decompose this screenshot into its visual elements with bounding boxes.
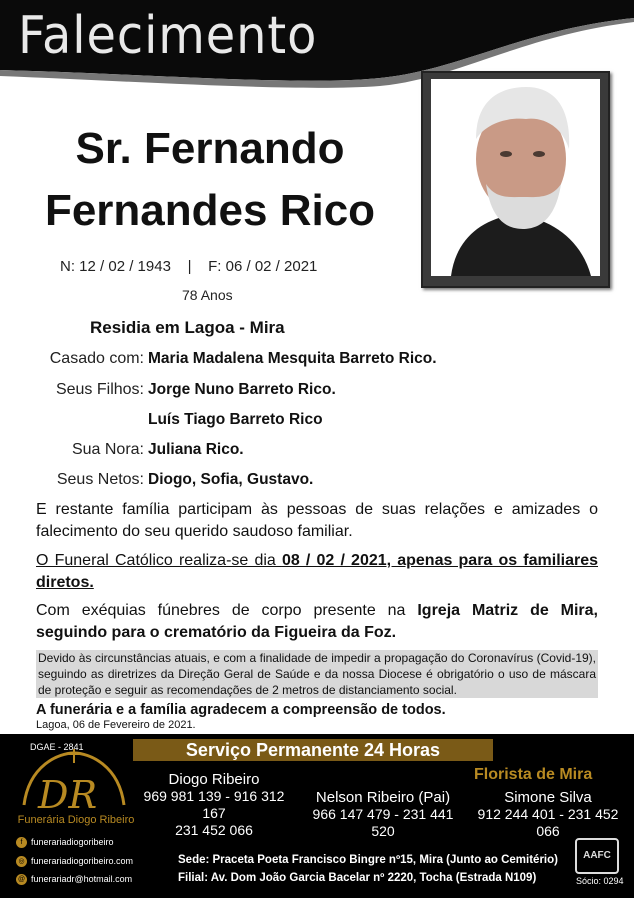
instagram-icon: ◎ [16, 856, 27, 867]
contact-name: Diogo Ribeiro [168, 771, 260, 788]
florista-brand: Florista de Mira [474, 766, 593, 783]
service-text: Serviço Permanente 24 Horas [185, 740, 441, 760]
contact-phone[interactable]: 912 244 401 - 231 452 066 [477, 806, 619, 839]
funeral-paragraph [36, 550, 598, 594]
relation-label: Sua Nora: [71, 441, 144, 458]
residence: Residia em Lagoa - Mira [90, 318, 285, 337]
relation-value: Maria Madalena Mesquita Barreto Rico. [148, 350, 437, 367]
contact-nelson [300, 789, 466, 840]
social-text: funerariadiogoribeiro [31, 837, 114, 847]
social-instagram[interactable] [16, 856, 133, 867]
relation-value: Diogo, Sofia, Gustavo. [148, 471, 314, 488]
relation-value: Jorge Nuno Barreto Rico. [148, 381, 336, 398]
birth-death-dates: N: 12 / 02 / 1943 | F: 06 / 02 / 2021 [60, 258, 318, 275]
exequias-paragraph [36, 600, 598, 644]
social-facebook[interactable] [16, 837, 114, 848]
contact-simone [470, 789, 626, 840]
relation-label: Casado com: [49, 350, 144, 367]
contact-diogo [136, 771, 292, 839]
email-icon: @ [17, 876, 26, 884]
deceased-name-line2: Fernandes Rico [44, 186, 376, 235]
relation-label: Seus Netos: [56, 471, 144, 488]
facebook-icon: f [16, 837, 27, 848]
contact-name: Nelson Ribeiro (Pai) [315, 789, 451, 806]
relation-value: Juliana Rico. [148, 441, 244, 458]
deceased-name-line1: Sr. Fernando [75, 124, 345, 173]
family-paragraph: E restante família participam às pessoas de suas relações e amizades o falecimento do seu querido saudoso familiar. [36, 501, 598, 540]
address-filial: Filial: Av. Dom João Garcia Bacelar nº 2220, Tocha (Estrada N109) [178, 872, 537, 884]
relation-value: Luís Tiago Barreto Rico [148, 411, 323, 428]
social-email[interactable] [16, 874, 132, 885]
association-logo: AAFC [575, 838, 619, 874]
dgae-code: DGAE - 2841 [30, 742, 84, 752]
place-date: Lagoa, 06 de Fevereiro de 2021. [36, 719, 196, 731]
covid-notice: Devido às circunstâncias atuais, e com a finalidade de impedir a propagação do Coronavírus (Covid-19), seguindo as diretrizes da Direção Geral de Saúde e da nossa Diocese é obrigatório o uso de máscara de proteção e seguir as recomendações de 2 metros de distanciamento social. [38, 651, 596, 697]
funeral-text: O Funeral Católico realiza-se dia [36, 552, 282, 569]
social-text: funerariadiogoribeiro.com [31, 856, 134, 866]
contact-name: Simone Silva [504, 789, 592, 806]
portrait-image [431, 79, 600, 276]
page-title: Falecimento [18, 6, 318, 66]
exequias-location: Igreja Matriz de Mira, seguindo para o crematório da Figueira da Foz. [36, 602, 599, 641]
socio-number: Sócio: 0294 [576, 876, 624, 886]
age: 78 Anos [182, 287, 233, 303]
contact-phone[interactable]: 231 452 066 [175, 822, 253, 838]
thanks-text: A funerária e a família agradecem a compreensão de todos. [36, 702, 446, 718]
deceased-photo [421, 71, 610, 288]
logo-name: Funerária Diogo Ribeiro [17, 814, 135, 826]
funeral-date: 08 / 02 / 2021, apenas para os familiares diretos. [36, 552, 599, 591]
address-sede: Sede: Praceta Poeta Francisco Bingre nº15, Mira (Junto ao Cemitério) [178, 854, 558, 866]
logo-letters: DR [38, 773, 98, 817]
exequias-text: Com exéquias fúnebres de corpo presente na [36, 602, 418, 619]
social-text: funerariadr@hotmail.com [31, 874, 133, 884]
contact-phone[interactable]: 966 147 479 - 231 441 520 [312, 806, 454, 839]
contact-phone[interactable]: 969 981 139 - 916 312 167 [143, 788, 285, 821]
relation-label: Seus Filhos: [55, 381, 144, 398]
